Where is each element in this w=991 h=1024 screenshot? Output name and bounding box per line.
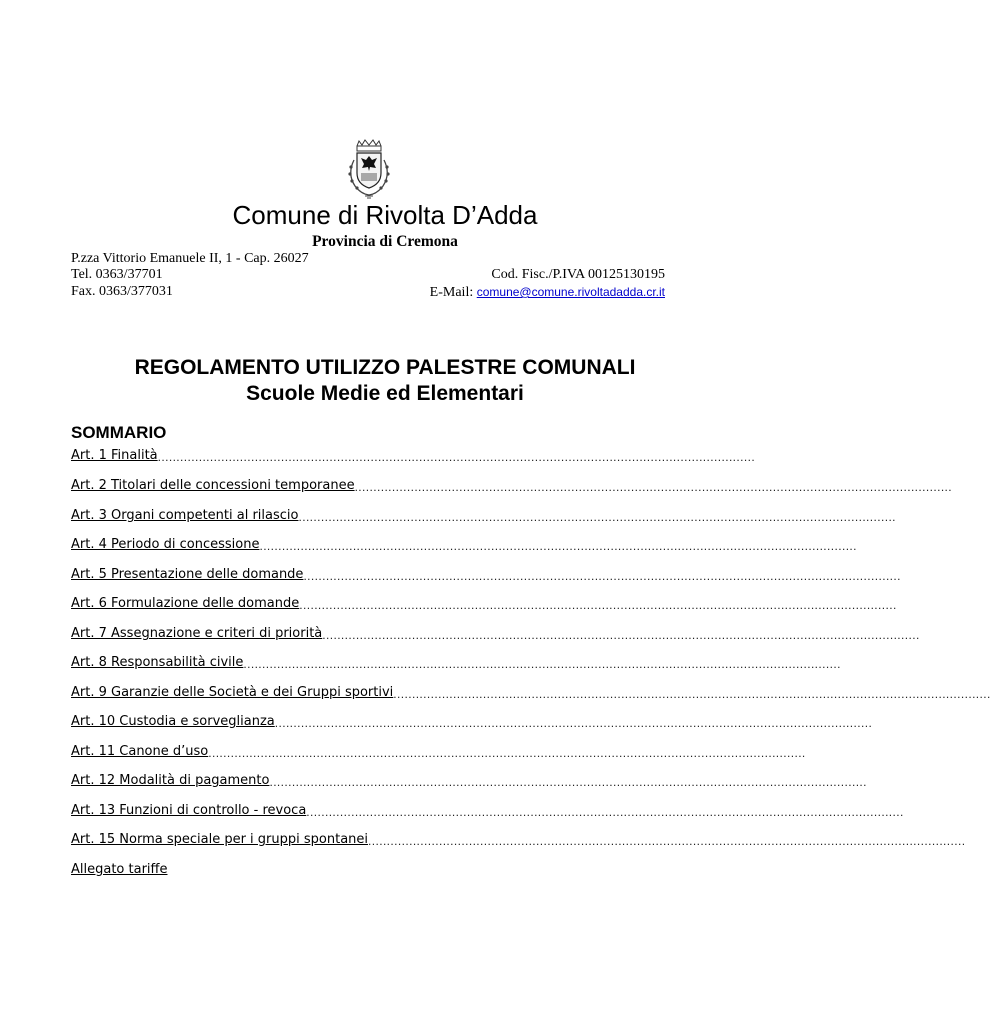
email-link[interactable]: comune@comune.rivoltadadda.cr.it (476, 285, 665, 299)
toc-link[interactable]: Art. 12 Modalità di pagamento (71, 773, 270, 788)
toc-leader: ................................................................................................................................................................ (274, 716, 873, 730)
municipal-coat-of-arms-icon (337, 140, 401, 200)
toc-item (71, 711, 873, 731)
toc-leader: ................................................................................................................................................................ (299, 598, 897, 612)
toc-link[interactable]: Art. 4 Periodo di concessione (71, 537, 260, 552)
toc-item (71, 741, 806, 761)
toc-link[interactable]: Art. 1 Finalità (71, 448, 158, 463)
toc-link[interactable]: Art. 8 Responsabilità civile (71, 655, 244, 670)
toc-item (71, 682, 991, 702)
toc-link[interactable]: Art. 10 Custodia e sorveglianza (71, 714, 275, 729)
toc-item (71, 652, 841, 672)
email-label: E-Mail: (429, 285, 477, 300)
toc-item (71, 445, 756, 465)
toc-link[interactable]: Art. 15 Norma speciale per i gruppi spontanei (71, 832, 369, 847)
provincia-subtitle: Provincia di Cremona (312, 233, 458, 250)
toc-item (71, 859, 617, 879)
toc-item (71, 475, 953, 495)
document-title: REGOLAMENTO UTILIZZO PALESTRE COMUNALI (134, 356, 636, 379)
toc-link[interactable]: Allegato tariffe (71, 862, 168, 877)
toc-link[interactable]: Art. 2 Titolari delle concessioni temporanee (71, 478, 355, 493)
sommario-heading: SOMMARIO (71, 423, 167, 442)
toc-item (71, 623, 920, 643)
toc-link[interactable]: Art. 5 Presentazione delle domande (71, 567, 304, 582)
toc-link[interactable]: Art. 3 Organi competenti al rilascio (71, 508, 299, 523)
tel-line: Tel. 0363/37701 (71, 267, 163, 282)
toc-link[interactable]: Art. 6 Formulazione delle domande (71, 596, 300, 611)
toc-leader: ................................................................................................................................................................ (303, 569, 901, 583)
comune-title: Comune di Rivolta D’Adda (232, 200, 538, 230)
toc-leader: ................................................................................................................................................................ (259, 539, 857, 553)
toc-item (71, 564, 901, 584)
toc-link[interactable]: Art. 11 Canone d’uso (71, 744, 209, 759)
document-subtitle: Scuole Medie ed Elementari (246, 382, 524, 405)
email-line (430, 284, 665, 301)
toc-leader: ................................................................................................................................................................ (298, 510, 896, 524)
toc-leader: ................................................................................................................................................................ (354, 480, 953, 494)
toc-leader: ................................................................................................................................................................ (208, 746, 806, 760)
toc-leader: ................................................................................................................................................................ (368, 834, 966, 848)
toc-leader: ................................................................................................................................................................ (393, 687, 991, 701)
toc-item (71, 505, 896, 525)
toc-item (71, 800, 904, 820)
toc-link[interactable]: Art. 13 Funzioni di controllo - revoca (71, 803, 307, 818)
toc-leader: ................................................................................................................................................................ (157, 450, 756, 464)
address-line: P.zza Vittorio Emanuele II, 1 - Cap. 26027 (71, 251, 309, 266)
toc-leader: ................................................................................................................................................................ (269, 775, 867, 789)
toc-item (71, 770, 867, 790)
cod-fisc-line: Cod. Fisc./P.IVA 00125130195 (491, 267, 665, 282)
toc-item (71, 593, 897, 613)
fax-line: Fax. 0363/377031 (71, 284, 173, 299)
toc-item (71, 534, 857, 554)
toc-leader: ................................................................................................................................................................ (243, 657, 841, 671)
toc-link[interactable]: Art. 9 Garanzie delle Società e dei Gruppi sportivi (71, 685, 394, 700)
toc-leader: ................................................................................................................................................................ (322, 628, 920, 642)
toc-item (71, 829, 966, 849)
toc-link[interactable]: Art. 7 Assegnazione e criteri di priorità (71, 626, 323, 641)
toc-leader: ................................................................................................................................................................ (306, 805, 904, 819)
